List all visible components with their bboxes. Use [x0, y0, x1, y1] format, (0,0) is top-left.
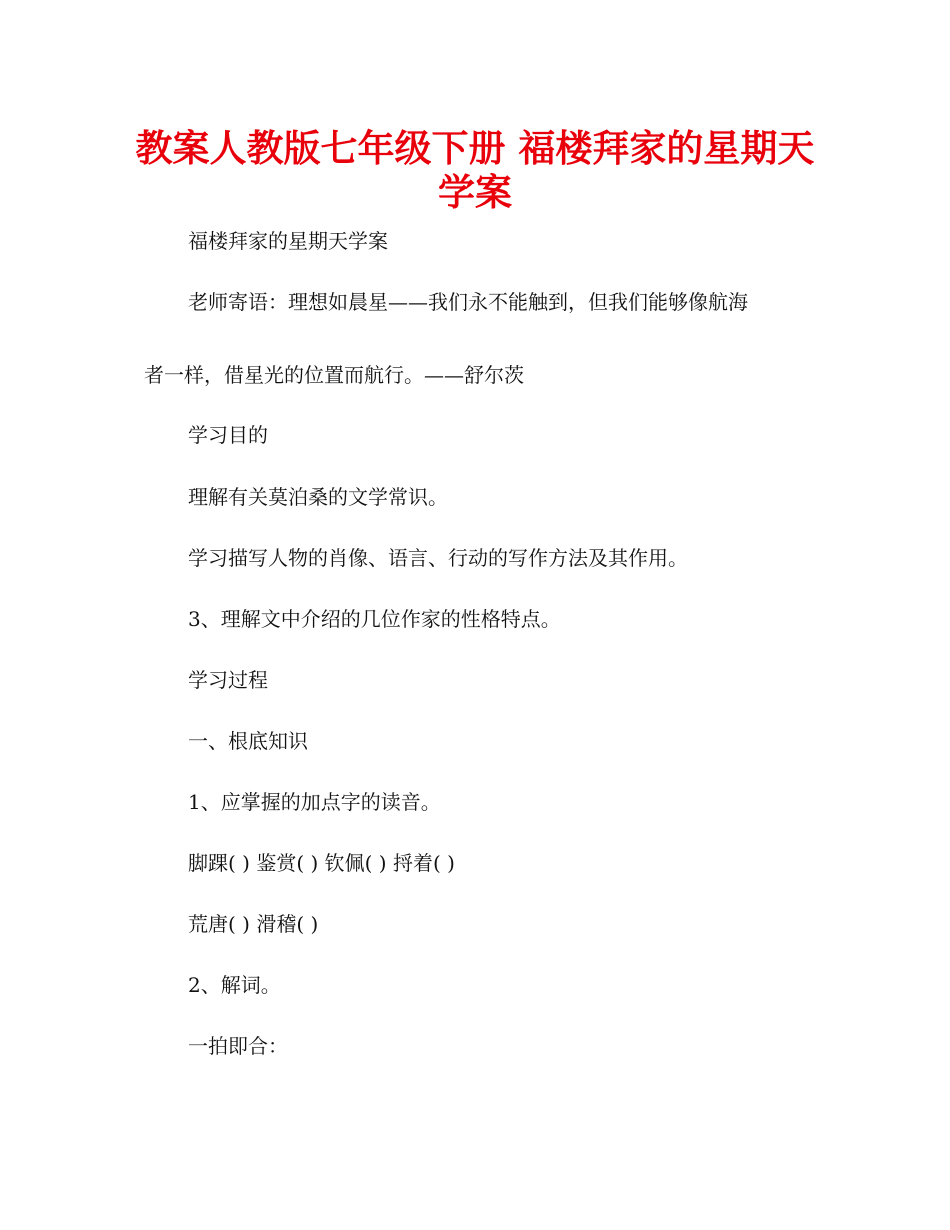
document-title-line-1: 教案人教版七年级下册 福楼拜家的星期天	[135, 127, 815, 170]
subtitle-paragraph: 福楼拜家的星期天学案	[188, 229, 388, 253]
word-explanation-item: 一拍即合：	[188, 1034, 288, 1058]
basic-knowledge-heading: 一、根底知识	[188, 729, 308, 753]
learning-process-heading: 学习过程	[188, 668, 268, 692]
pronunciation-line-2: 荒唐( ) 滑稽( )	[188, 912, 319, 936]
learning-goal-3: 3、理解文中介绍的几位作家的性格特点。	[188, 607, 561, 631]
teacher-message-continuation: 者一样，借星光的位置而航行。——舒尔茨	[144, 363, 524, 387]
teacher-message-paragraph: 老师寄语：理想如晨星——我们永不能触到，但我们能够像航海	[188, 290, 748, 314]
document-title-line-2: 学案	[438, 171, 512, 214]
word-explanation-heading: 2、解词。	[188, 973, 281, 997]
pronunciation-instruction: 1、应掌握的加点字的读音。	[188, 790, 441, 814]
learning-goal-1: 理解有关莫泊桑的文学常识。	[188, 485, 448, 509]
learning-goals-heading: 学习目的	[188, 423, 268, 447]
pronunciation-line-1: 脚踝( ) 鉴赏( ) 钦佩( ) 捋着( )	[188, 851, 455, 875]
learning-goal-2: 学习描写人物的肖像、语言、行动的写作方法及其作用。	[188, 546, 688, 570]
